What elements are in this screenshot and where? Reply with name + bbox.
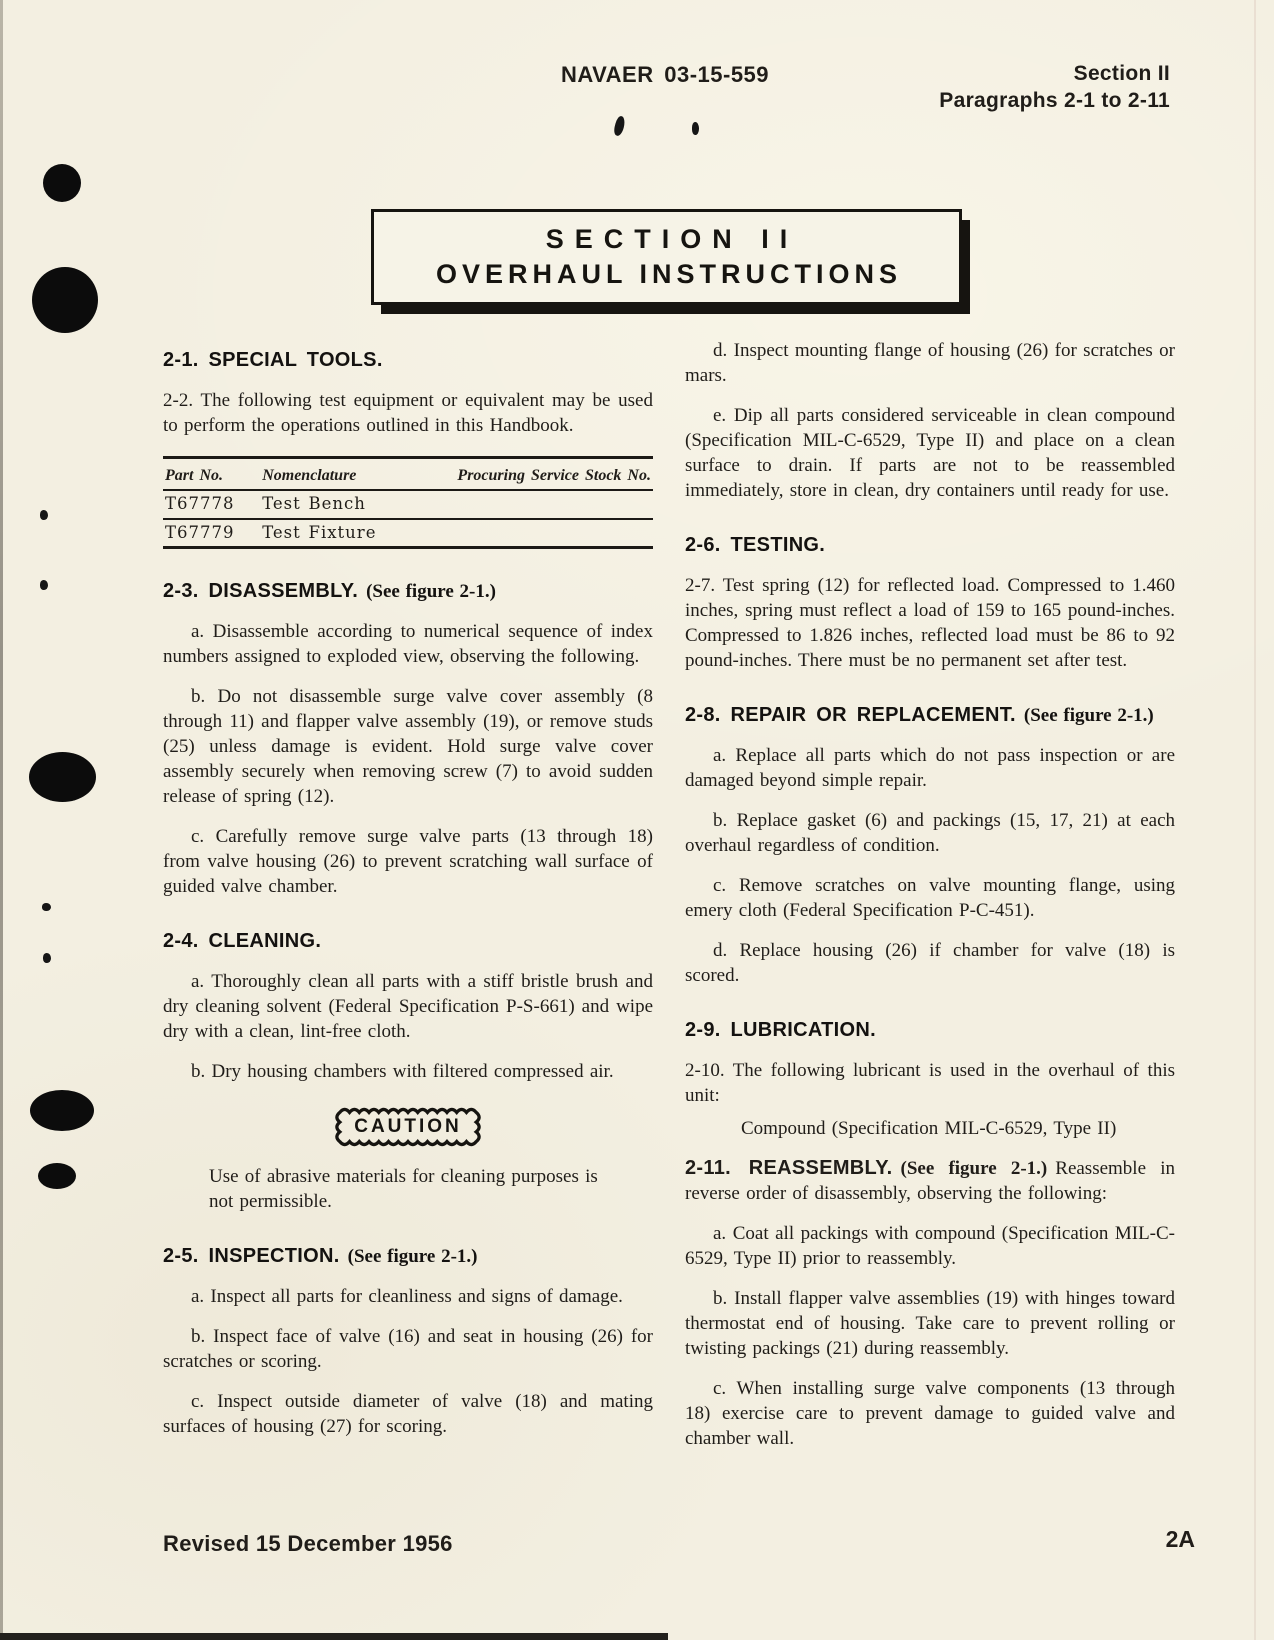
para-2-11b: b. Install flapper valve assemblies (19) with hinges toward thermostat end of housing. Take care to prevent rolling or twisting packings (21) during reassembly. — [685, 1288, 1175, 1359]
heading-2-1: 2-1. SPECIAL TOOLS. — [163, 349, 383, 371]
heading-2-4: 2-4. CLEANING. — [163, 930, 322, 953]
heading-2-6: 2-6. TESTING. — [685, 534, 826, 556]
caution-label: CAUTION — [354, 1116, 462, 1138]
para-2-8a: a. Replace all parts which do not pass inspection or are damaged beyond simple repair. — [685, 745, 1175, 791]
para-2-5e: e. Dip all parts considered serviceable in clean compound (Specification MIL-C-6529, Type II) and place on a clean surface to drain. If parts are not to be reassembled immediately, store in clean, dry containers until ready for use. — [685, 405, 1175, 501]
ink-speck — [40, 510, 48, 520]
paragraph-range: Paragraphs 2-1 to 2-11 — [939, 89, 1170, 112]
binder-hole — [32, 267, 98, 333]
para-2-5a: a. Inspect all parts for cleanliness and signs of damage. — [191, 1286, 623, 1308]
heading-2-8 — [685, 703, 1175, 728]
right-column — [685, 338, 1175, 1451]
para-2-3a: a. Disassemble according to numerical sequence of index numbers assigned to exploded view, observing the following. — [163, 621, 653, 668]
section-title-line1: SECTION II — [545, 224, 799, 254]
para-2-10: 2-10. The following lubricant is used in the overhaul of this unit: — [685, 1060, 1175, 1106]
scan-edge-left — [0, 0, 3, 1640]
cell-part-no: T67778 — [165, 494, 235, 514]
ink-speck — [692, 122, 699, 135]
section-label: Section II — [1073, 62, 1170, 85]
scan-edge-right — [1254, 0, 1256, 1640]
col-header-part-no: Part No. — [165, 467, 223, 484]
ink-speck — [613, 115, 627, 137]
ink-speck — [43, 953, 51, 963]
binder-hole — [29, 752, 96, 802]
para-2-5b: b. Inspect face of valve (16) and seat in housing (26) for scratches or scoring. — [163, 1326, 653, 1373]
revision-date: Revised 15 December 1956 — [163, 1531, 453, 1556]
heading-2-5-label: 2-5. INSPECTION. — [163, 1245, 340, 1268]
binder-hole — [30, 1090, 94, 1131]
cell-nomenclature: Test Fixture — [262, 522, 377, 542]
page-number: 2A — [1165, 1526, 1195, 1552]
heading-2-8-label: 2-8. REPAIR OR REPLACEMENT. — [685, 704, 1016, 726]
cell-part-no: T67779 — [165, 522, 235, 542]
heading-2-11-suffix: (See figure 2-1.) — [900, 1158, 1048, 1179]
header-right — [939, 60, 1170, 114]
table-row — [163, 491, 653, 520]
para-2-5d: d. Inspect mounting flange of housing (26) for scratches or mars. — [685, 340, 1175, 386]
ink-speck — [42, 903, 51, 911]
document-number: NAVAER 03-15-559 — [560, 62, 770, 87]
heading-2-3-suffix: (See figure 2-1.) — [366, 581, 496, 603]
heading-2-3-label: 2-3. DISASSEMBLY. — [163, 580, 359, 603]
heading-2-3 — [163, 579, 653, 604]
para-2-7: 2-7. Test spring (12) for reflected load. Compressed to 1.460 inches, spring must reflect a load of 159 to 165 pound-inches. Compressed to 1.826 inches, reflected load must be 86 to 92 pound-inches. There must be no permanent set after test. — [685, 575, 1175, 671]
lubricant-item: Compound (Specification MIL-C-6529, Type II) — [741, 1118, 1117, 1139]
caution-box — [332, 1104, 484, 1150]
para-2-3b: b. Do not disassemble surge valve cover assembly (8 through 11) and flapper valve assembly (19), or remove studs (25) unless damage is evident. Hold surge valve cover assembly securely when removing screw (7) to avoid sudden release of spring (12). — [163, 686, 653, 808]
para-2-11-text: Reassemble in reverse order of disassembly, observing the following: — [685, 1158, 1175, 1204]
para-2-11 — [685, 1156, 1175, 1206]
caution-text: Use of abrasive materials for cleaning purposes is not permissible. — [209, 1166, 598, 1213]
heading-2-9: 2-9. LUBRICATION. — [685, 1019, 876, 1041]
cell-nomenclature: Test Bench — [262, 494, 366, 514]
para-2-11c: c. When installing surge valve components (13 through 18) exercise care to prevent damage to guided valve and chamber wall. — [685, 1378, 1175, 1449]
para-2-4a: a. Thoroughly clean all parts with a stiff bristle brush and dry cleaning solvent (Federal Specification P-S-661) and wipe dry with a clean, lint-free cloth. — [163, 971, 653, 1043]
heading-2-11-label: 2-11. REASSEMBLY. — [685, 1157, 893, 1179]
section-title-box — [371, 209, 962, 305]
section-title-line2: OVERHAUL INSTRUCTIONS — [435, 259, 903, 289]
heading-2-8-suffix: (See figure 2-1.) — [1023, 705, 1154, 726]
left-column — [163, 348, 653, 1439]
binder-hole — [43, 164, 81, 202]
scan-edge-bottom — [0, 1633, 668, 1640]
col-header-stock-no: Procuring Service Stock No. — [457, 467, 651, 484]
para-2-8c: c. Remove scratches on valve mounting flange, using emery cloth (Federal Specification P-C-451). — [685, 875, 1175, 921]
para-2-5c: c. Inspect outside diameter of valve (18) and mating surfaces of housing (27) for scoring. — [163, 1391, 653, 1438]
table-header-row — [163, 459, 653, 491]
para-2-8b: b. Replace gasket (6) and packings (15, 17, 21) at each overhaul regardless of condition. — [685, 810, 1175, 856]
para-2-3c: c. Carefully remove surge valve parts (13 through 18) from valve housing (26) to prevent scratching wall surface of guided valve chamber. — [163, 826, 653, 898]
heading-2-5-suffix: (See figure 2-1.) — [347, 1246, 478, 1268]
para-2-4b: b. Dry housing chambers with filtered compressed air. — [191, 1061, 614, 1083]
binder-hole — [38, 1163, 76, 1189]
ink-speck — [40, 580, 48, 590]
heading-2-5 — [163, 1244, 653, 1269]
table-row — [163, 520, 653, 547]
col-header-nomenclature: Nomenclature — [262, 467, 357, 484]
para-2-11a: a. Coat all packings with compound (Specification MIL-C-6529, Type II) prior to reassembly. — [685, 1223, 1175, 1269]
special-tools-table — [163, 456, 653, 549]
para-2-8d: d. Replace housing (26) if chamber for valve (18) is scored. — [685, 940, 1175, 986]
para-2-2: 2-2. The following test equipment or equivalent may be used to perform the operations outlined in this Handbook. — [163, 390, 653, 436]
